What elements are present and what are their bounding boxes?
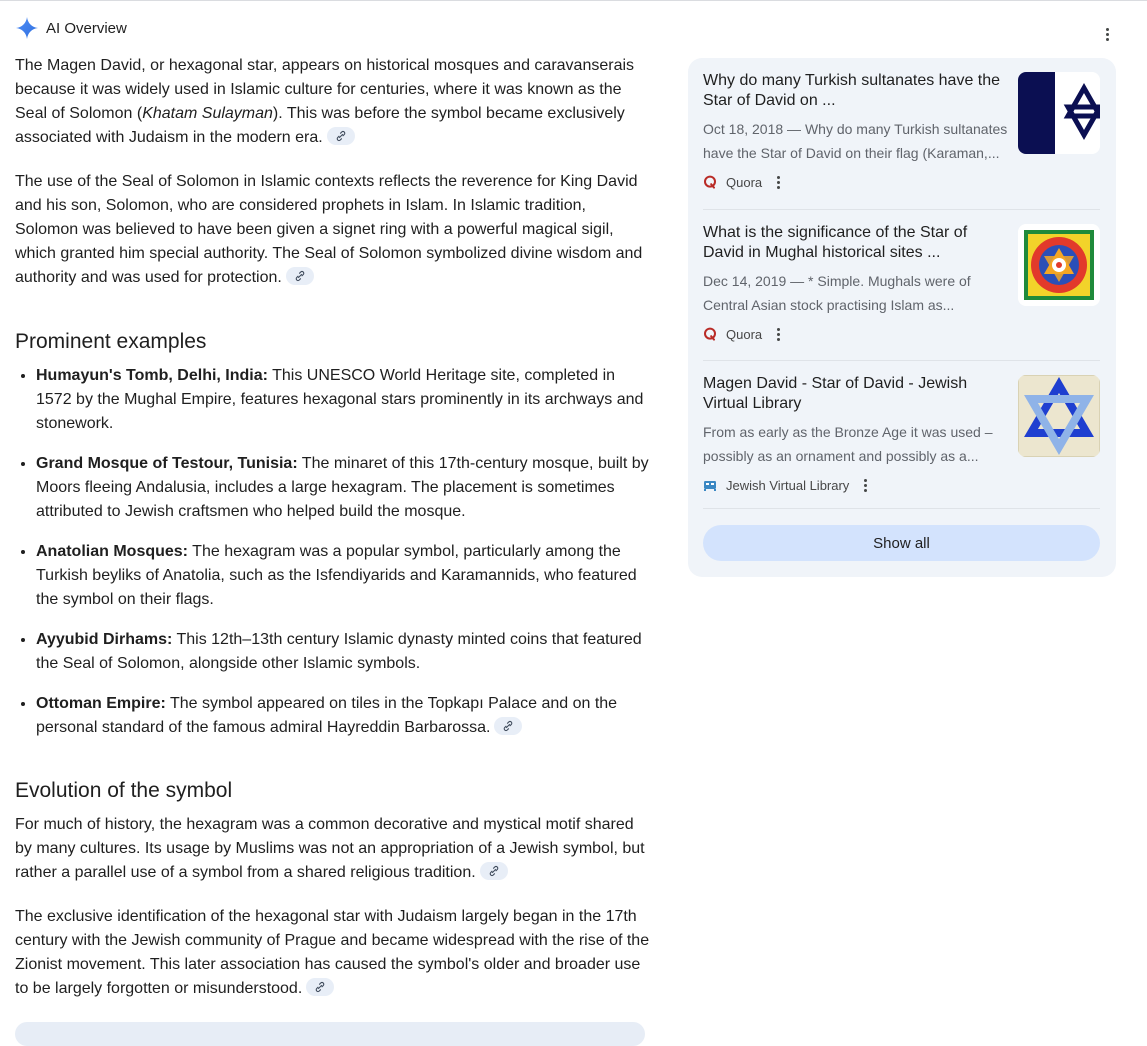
example-term: Anatolian Mosques: [36, 543, 189, 560]
source-attribution [703, 172, 780, 192]
example-text: This UNESCO World Heritage site, completed in 1572 by the Mughal Empire, features hexagonal stars prominently in its archways and stonework. [36, 367, 644, 432]
evolution-heading: Evolution of the symbol [15, 779, 233, 802]
list-item [36, 540, 650, 612]
example-text: The hexagram was a popular symbol, particularly among the Turkish beyliks of Anatolia, such as the Isfendiyarids and Karamannids, who featured the symbol on their flags. [36, 543, 637, 608]
source-name: Jewish Virtual Library [726, 477, 850, 493]
example-text: This 12th–13th century Islamic dynasty minted coins that featured the Seal of Solomon, alongside other Islamic symbols. [36, 631, 642, 672]
example-term: Grand Mosque of Testour, Tunisia: [36, 455, 298, 472]
p1-italic-term: Khatam Sulayman [142, 105, 273, 122]
p1-text-start: The Magen David, or hexagonal star, appears on historical mosques and caravanserais because it was widely used in Islamic culture for centuries, where it was known as the Seal of Solomon ( [15, 57, 635, 122]
list-item [36, 364, 650, 436]
p2-text: The use of the Seal of Solomon in Islamic contexts reflects the reverence for King David and his son, Solomon, who are considered prophets in Islam. In Islamic tradition, Solomon was believed to have been given a signet ring with a powerful magical sigil, which granted him special authority. The Seal of Solomon symbolized divine wisdom and authority and was used for protection. [15, 173, 643, 286]
source-card-title[interactable]: What is the significance of the Star of David in Mughal historical sites ... [703, 224, 968, 261]
link-icon [488, 865, 500, 877]
quora-icon [703, 327, 717, 341]
more-vert-icon [1105, 28, 1109, 41]
source-attribution [703, 324, 780, 344]
list-item [36, 452, 650, 524]
divider [703, 508, 1100, 509]
ai-overview-header [15, 16, 127, 40]
prominent-examples-heading: Prominent examples [15, 330, 207, 353]
overview-paragraph-2 [15, 170, 650, 290]
source-card-snippet: Oct 18, 2018 — Why do many Turkish sultanates have the Star of David on their flag (Karaman,... [703, 121, 1008, 161]
thumbnail-image [1018, 224, 1100, 306]
blue-interlaced-star-of-david[interactable] [1018, 375, 1100, 457]
link-icon [294, 270, 306, 282]
link-icon [502, 720, 514, 732]
p1-text-end: ). This was before the symbol became exclusively associated with Judaism in the modern era. [15, 105, 625, 146]
navy-white-star-of-david-flag[interactable] [1018, 72, 1100, 154]
overview-paragraph-4 [15, 905, 650, 1001]
list-item [36, 692, 650, 740]
overview-paragraph-3 [15, 813, 650, 885]
source-card[interactable] [703, 209, 1100, 361]
examples-list [15, 364, 650, 740]
source-card[interactable] [703, 58, 1100, 209]
example-term: Ottoman Empire: [36, 695, 166, 712]
thumbnail-image [1018, 72, 1100, 154]
example-term: Humayun's Tomb, Delhi, India: [36, 367, 268, 384]
quora-icon [703, 175, 717, 189]
overview-paragraph-1 [15, 54, 650, 150]
more-options-button[interactable] [1097, 18, 1117, 38]
source-name: Quora [726, 326, 763, 342]
citation-link-button[interactable] [327, 127, 355, 145]
p4-text: The exclusive identification of the hexagonal star with Judaism largely began in the 17th century with the Jewish community of Prague and became widespread with the rise of the Zionist movement. This later association has caused the symbol's older and broader use to be largely forgotten or misunderstood. [15, 908, 650, 997]
colorful-hexagram-mandala[interactable] [1018, 224, 1100, 306]
source-card-snippet: Dec 14, 2019 — * Simple. Mughals were of Central Asian stock practising Islam as... [703, 273, 971, 313]
gemini-spark-icon [15, 16, 39, 40]
example-text: The minaret of this 17th-century mosque, built by Moors fleeing Andalusia, includes a large hexagram. The placement is sometimes attributed to Jewish craftsmen who helped build the mosque. [36, 455, 649, 520]
show-all-button[interactable]: Show all [703, 525, 1100, 561]
list-item [36, 628, 650, 676]
citation-link-button[interactable] [480, 862, 508, 880]
overview-content [15, 54, 650, 1001]
more-vert-icon[interactable] [776, 328, 780, 341]
thumbnail-image [1018, 375, 1100, 457]
source-attribution [703, 475, 867, 495]
follow-up-bar[interactable] [15, 1022, 645, 1046]
link-icon [335, 130, 347, 142]
sources-panel [688, 58, 1116, 577]
source-card-snippet: From as early as the Bronze Age it was used – possibly as an ornament and possibly as a... [703, 424, 993, 464]
source-card-title[interactable]: Why do many Turkish sultanates have the Star of David on ... [703, 72, 1001, 109]
example-term: Ayyubid Dirhams: [36, 631, 173, 648]
source-card[interactable] [703, 360, 1100, 512]
citation-link-button[interactable] [494, 717, 522, 735]
citation-link-button[interactable] [306, 978, 334, 996]
source-name: Quora [726, 174, 763, 190]
jewish-virtual-library-icon [703, 478, 717, 492]
more-vert-icon[interactable] [863, 479, 867, 492]
ai-overview-title: AI Overview [46, 19, 127, 37]
more-vert-icon[interactable] [776, 176, 780, 189]
source-card-title[interactable]: Magen David - Star of David - Jewish Virtual Library [703, 375, 968, 412]
example-text: The symbol appeared on tiles in the Topkapı Palace and on the personal standard of the famous admiral Hayreddin Barbarossa. [36, 695, 618, 736]
p3-text: For much of history, the hexagram was a common decorative and mystical motif shared by many cultures. Its usage by Muslims was not an appropriation of a Jewish symbol, but rather a parallel use of a symbol from a shared religious tradition. [15, 816, 645, 881]
citation-link-button[interactable] [286, 267, 314, 285]
link-icon [314, 981, 326, 993]
top-divider [0, 0, 1147, 1]
